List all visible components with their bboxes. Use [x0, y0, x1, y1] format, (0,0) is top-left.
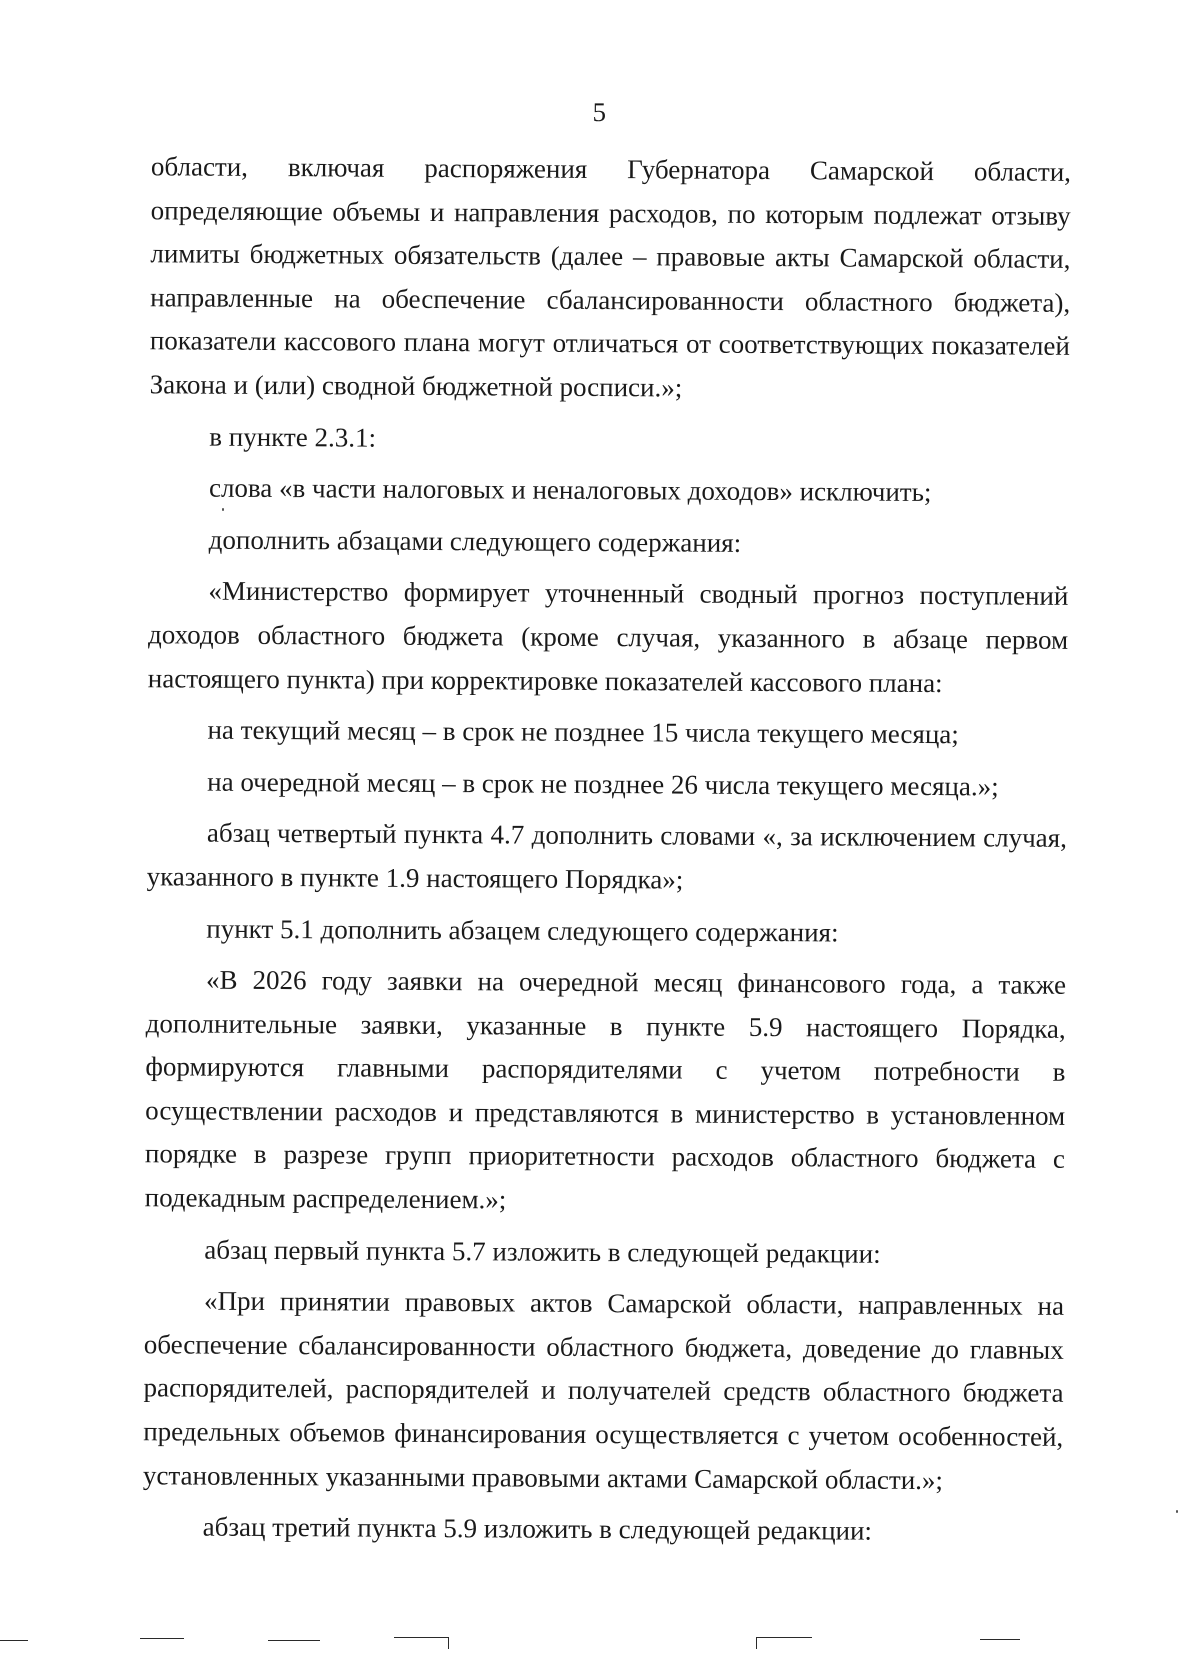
- paragraph: абзац первый пункта 5.7 изложить в следующей редакции:: [204, 1234, 881, 1269]
- paragraph: «В 2026 году заявки на очередной месяц финансового года, а также дополнительные заявки, указанные в пункте 5.9 настоящего Порядка, формируются главными распорядителями с учетом потребности в осуществлении расходов и представляются в министерство в установленном порядке в разрезе групп приоритетности расходов областного бюджета с подекадным распределением.»;: [144, 964, 1067, 1215]
- scan-edge-line: [268, 1640, 320, 1641]
- paragraph: на очередной месяц – в срок не позднее 26 числа текущего месяца.»;: [207, 766, 999, 802]
- paragraph: в пункте 2.3.1:: [209, 421, 377, 453]
- paragraph: абзац третий пункта 5.9 изложить в следующей редакции:: [202, 1511, 873, 1546]
- paragraph: «Министерство формирует уточненный сводный прогноз поступлений доходов областного бюджета (кроме случая, указанного в абзаце первом настоящего пункта) при корректировке показателей кассового плана:: [147, 575, 1069, 698]
- paragraph: «При принятии правовых актов Самарской области, направленных на обеспечение сбалансированности областного бюджета, доведение до главных распорядителей, распорядителей и получателей средств областного бюджета предельных объемов финансирования осуществляется с учетом особенностей, установленных указанными правовыми актами Самарской области.»;: [142, 1285, 1065, 1495]
- document-body: [143, 145, 1072, 1554]
- scan-edge-line: [140, 1638, 184, 1639]
- scan-edge-line: [394, 1637, 448, 1638]
- scan-edge-line: [756, 1637, 812, 1638]
- paragraph: на текущий месяц – в срок не позднее 15 числа текущего месяца;: [207, 714, 959, 750]
- scan-edge-marks: [0, 1636, 1200, 1652]
- paragraph: пункт 5.1 дополнить абзацем следующего содержания:: [206, 913, 839, 947]
- scan-speck: [1176, 1510, 1178, 1513]
- page-number: 5: [592, 96, 607, 128]
- paragraph: слова «в части налоговых и неналоговых доходов» исключить;: [208, 472, 932, 508]
- scan-edge-tick: [448, 1637, 449, 1649]
- paragraph: дополнить абзацами следующего содержания:: [208, 524, 742, 558]
- paragraph: области, включая распоряжения Губернатора Самарской области, определяющие объемы и направления расходов, по которым подлежат отзыву лимиты бюджетных обязательств (далее – правовые акты Самарской области, направленные на обеспечение сбалансированности областного бюджета), показатели кассового плана могут отличаться от соответствующих показателей Закона и (или) сводной бюджетной росписи.»;: [149, 151, 1072, 403]
- scan-edge-tick: [756, 1637, 757, 1649]
- paragraph: абзац четвертый пункта 4.7 дополнить словами «, за исключением случая, указанного в пункте 1.9 настоящего Порядка»;: [146, 817, 1067, 895]
- scan-edge-line: [980, 1639, 1020, 1640]
- scan-speck: [222, 508, 224, 511]
- scan-edge-line: [0, 1640, 28, 1641]
